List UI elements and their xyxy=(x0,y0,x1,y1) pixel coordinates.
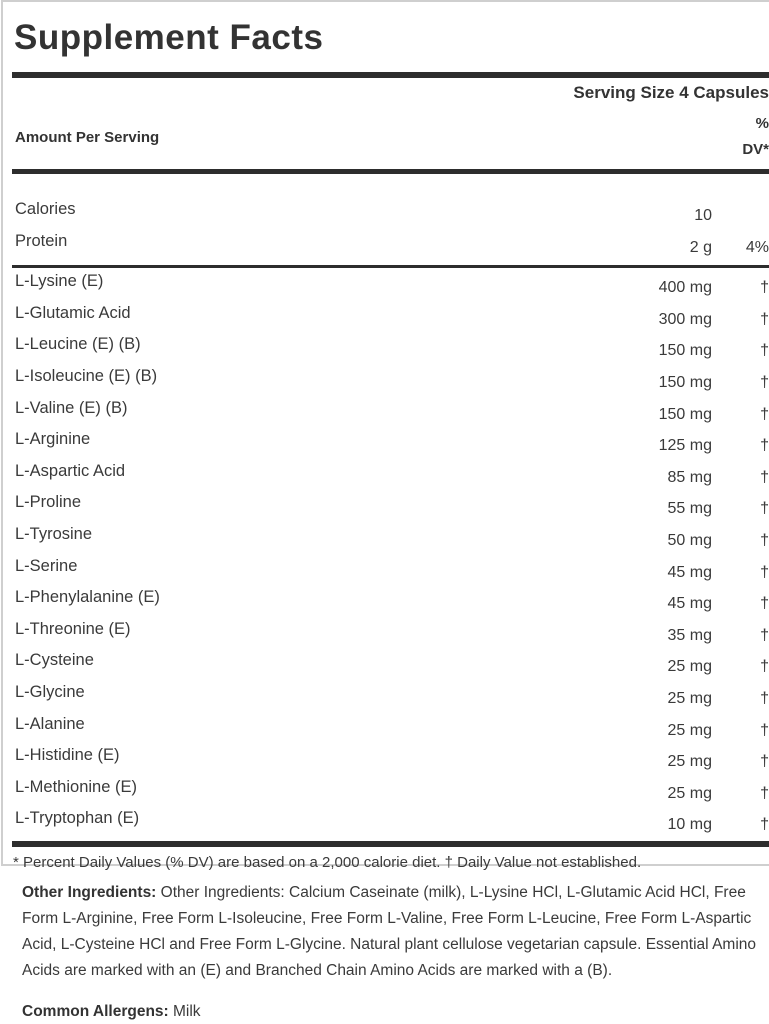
nutrient-name: L-Proline xyxy=(15,493,82,512)
nutrient-row xyxy=(12,588,769,620)
nutrient-amount: 55 mg xyxy=(667,500,712,518)
nutrient-name: L-Cysteine xyxy=(15,651,94,670)
nutrient-dv: 4% xyxy=(745,238,769,256)
nutrient-row xyxy=(12,493,769,525)
common-allergens xyxy=(22,999,757,1024)
nutrient-dv: † xyxy=(760,721,769,739)
nutrient-dv: † xyxy=(760,279,769,297)
common-allergens-label: Common Allergens: xyxy=(22,1003,169,1020)
nutrient-amount: 150 mg xyxy=(658,373,712,391)
nutrient-name: Protein xyxy=(15,231,68,250)
nutrient-amount: 85 mg xyxy=(667,468,712,486)
nutrient-row xyxy=(12,462,769,494)
nutrient-name: Calories xyxy=(15,200,76,218)
nutrient-row xyxy=(12,557,769,589)
other-ingredients xyxy=(22,880,757,984)
nutrient-row xyxy=(12,809,769,841)
supplement-facts-panel xyxy=(1,0,769,871)
nutrient-dv: † xyxy=(760,310,769,328)
common-allergens-text: Milk xyxy=(168,1003,201,1020)
nutrient-amount: 2 g xyxy=(689,238,712,256)
nutrient-row xyxy=(12,304,769,336)
panel-title: Supplement Facts xyxy=(14,18,324,57)
nutrient-amount: 50 mg xyxy=(667,531,712,549)
nutrient-name: L-Glutamic Acid xyxy=(15,303,131,322)
nutrient-row xyxy=(12,232,769,264)
nutrient-amount: 125 mg xyxy=(658,437,712,455)
nutrient-row xyxy=(12,620,769,652)
nutrient-dv: † xyxy=(760,563,769,581)
nutrient-name: L-Histidine (E) xyxy=(15,746,120,765)
nutrient-dv: † xyxy=(760,342,769,360)
nutrient-row xyxy=(12,525,769,557)
nutrient-dv: † xyxy=(760,753,769,771)
nutrient-amount: 25 mg xyxy=(667,753,712,771)
nutrient-amount: 300 mg xyxy=(658,310,712,328)
nutrient-name: L-Threonine (E) xyxy=(15,619,131,638)
nutrient-amount: 150 mg xyxy=(658,342,712,360)
dv-header-line: DV* xyxy=(742,141,769,158)
nutrient-row xyxy=(12,272,769,304)
nutrient-amount: 400 mg xyxy=(658,279,712,297)
nutrient-name: L-Methionine (E) xyxy=(15,777,137,796)
nutrient-dv: † xyxy=(760,816,769,834)
table-header xyxy=(12,111,769,163)
nutrient-dv: † xyxy=(760,373,769,391)
nutrient-dv: † xyxy=(760,595,769,613)
nutrient-dv: † xyxy=(760,437,769,455)
nutrient-name: L-Arginine xyxy=(15,430,91,449)
nutrient-amount: 45 mg xyxy=(667,563,712,581)
other-ingredients-label: Other Ingredients: xyxy=(22,884,157,901)
nutrient-name: L-Valine (E) (B) xyxy=(15,398,128,417)
amount-per-serving-header: Amount Per Serving xyxy=(15,128,160,146)
nutrient-row xyxy=(12,778,769,810)
nutrient-name: L-Alanine xyxy=(15,714,85,733)
nutrient-row xyxy=(12,335,769,367)
nutrient-name: L-Aspartic Acid xyxy=(15,461,126,480)
nutrient-amount: 25 mg xyxy=(667,721,712,739)
macro-rows xyxy=(12,200,769,263)
nutrient-amount: 10 xyxy=(694,207,712,224)
nutrient-dv: † xyxy=(760,531,769,549)
nutrient-row xyxy=(12,430,769,462)
nutrient-amount: 45 mg xyxy=(667,595,712,613)
nutrient-row xyxy=(12,200,769,232)
nutrient-dv: † xyxy=(760,500,769,518)
nutrient-name: L-Tyrosine xyxy=(15,524,93,543)
divider-thin xyxy=(12,265,769,268)
nutrient-name: L-Leucine (E) (B) xyxy=(15,335,141,354)
percent-header-line: % xyxy=(755,115,769,132)
nutrient-row xyxy=(12,399,769,431)
amino-acid-rows xyxy=(12,272,769,841)
nutrient-dv: † xyxy=(760,658,769,676)
nutrient-row xyxy=(12,651,769,683)
nutrient-amount: 25 mg xyxy=(667,658,712,676)
nutrient-row xyxy=(12,367,769,399)
nutrient-amount: 25 mg xyxy=(667,689,712,707)
nutrient-name: L-Tryptophan (E) xyxy=(15,809,140,828)
other-ingredients-text: Other Ingredients: Calcium Caseinate (milk), L-Lysine HCl, L-Glutamic Acid HCl, Free Form L-Arginine, Free Form L-Isoleucine, Free Form L-Valine, Free Form L-Leucine, Free Form L-Aspartic Acid, L-Cysteine HCl and Free Form L-Glycine. Natural plant cellulose vegetarian capsule. Essential Amino Acids are marked with an (E) and Branched Chain Amino Acids are marked with a (B). xyxy=(22,884,757,979)
serving-size: Serving Size 4 Capsules xyxy=(573,83,769,102)
nutrient-dv: † xyxy=(760,468,769,486)
nutrient-amount: 35 mg xyxy=(667,626,712,644)
nutrient-row xyxy=(12,683,769,715)
below-panel-text xyxy=(22,880,757,1024)
footnote: * Percent Daily Values (% DV) are based on a 2,000 calorie diet. † Daily Value not established. xyxy=(13,853,642,871)
nutrient-amount: 25 mg xyxy=(667,784,712,802)
nutrient-name: L-Glycine xyxy=(15,682,85,701)
nutrient-dv: † xyxy=(760,405,769,423)
nutrient-name: L-Serine xyxy=(15,556,78,575)
nutrient-name: L-Lysine (E) xyxy=(15,272,104,291)
nutrient-dv: † xyxy=(760,689,769,707)
nutrient-name: L-Phenylalanine (E) xyxy=(15,588,160,607)
divider-thick-header xyxy=(12,169,769,174)
percent-dv-header xyxy=(742,111,769,163)
nutrient-amount: 150 mg xyxy=(658,405,712,423)
divider-thick-bottom xyxy=(12,841,769,847)
nutrient-row xyxy=(12,715,769,747)
nutrient-dv: † xyxy=(760,784,769,802)
nutrient-amount: 10 mg xyxy=(667,816,712,834)
nutrient-row xyxy=(12,746,769,778)
divider-thick-top xyxy=(12,72,769,78)
nutrient-name: L-Isoleucine (E) (B) xyxy=(15,366,158,385)
nutrient-dv: † xyxy=(760,626,769,644)
